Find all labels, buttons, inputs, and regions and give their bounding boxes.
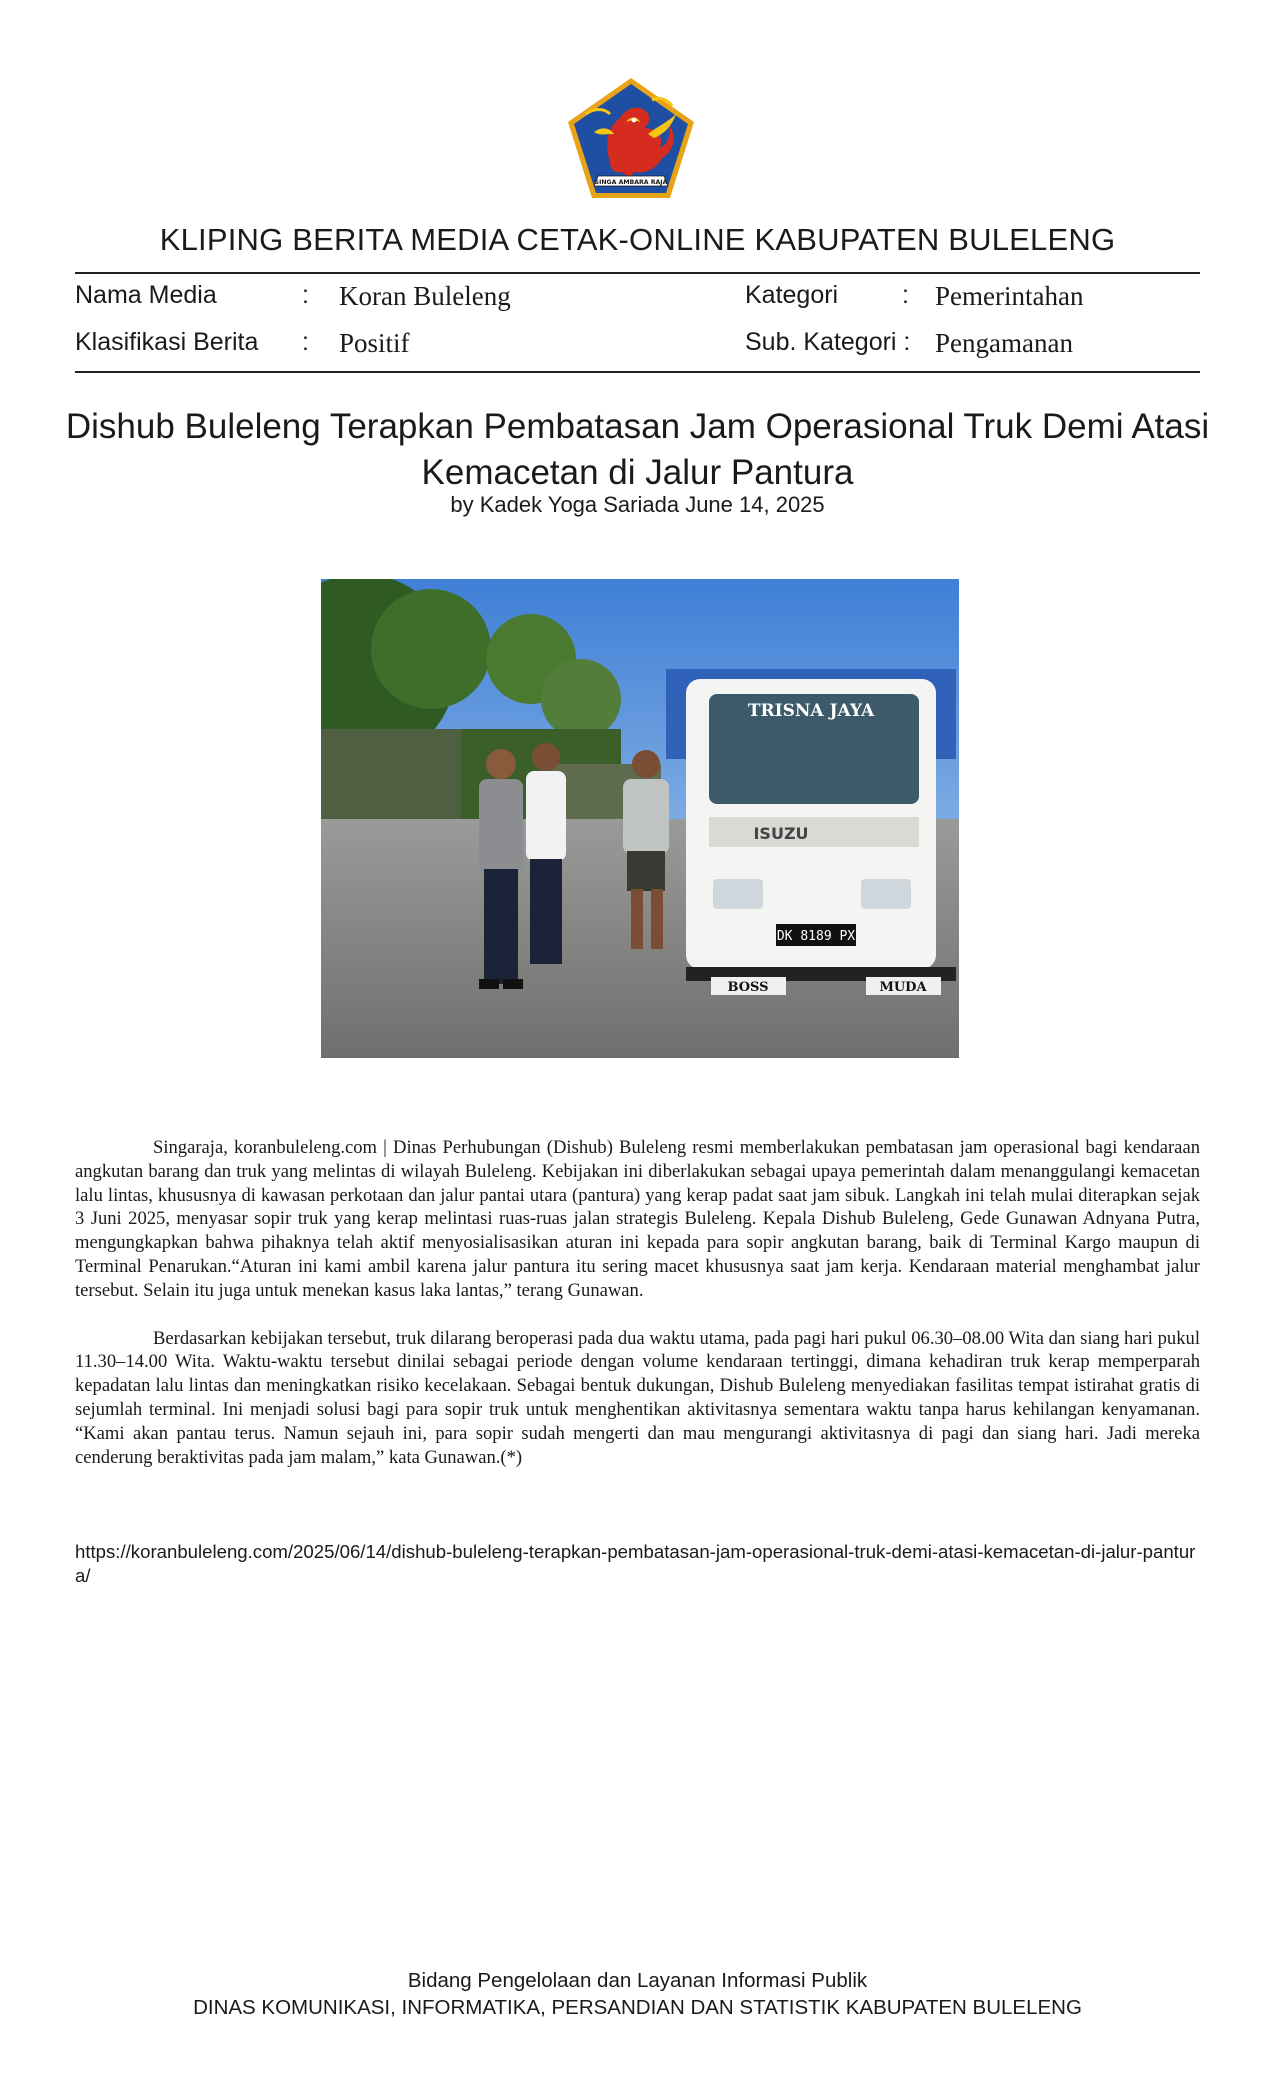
header-divider-top xyxy=(75,272,1200,274)
officer-left xyxy=(479,749,523,989)
truck-brand-text: ISUZU xyxy=(753,824,809,843)
category-label: Kategori xyxy=(745,281,839,309)
officer-middle xyxy=(526,743,566,964)
article-photo xyxy=(321,579,959,1058)
header-divider-bottom xyxy=(75,371,1200,373)
article-paragraph: Berdasarkan kebijakan tersebut, truk dilarang beroperasi pada dua waktu utama, pada pagi hari pukul 06.30–08.00 Wita dan siang hari pukul 11.30–14.00 Wita. Waktu-waktu tersebut dinilai sebagai periode dengan volume kendaraan tertinggi, dimana kehadiran truk kerap memperparah kepadatan lalu lintas dan meningkatkan risiko kecelakaan. Sebagai bentuk dukungan, Dishub Buleleng menyediakan fasilitas tempat istirahat gratis di sejumlah terminal. Ini menjadi solusi bagi para sopir truk untuk menghentikan aktivitasnya sementara waktu tanpa harus kehilangan kenyamanan. “Kami akan pantau terus. Namun sejauh ini, para sopir sudah mengerti dan mau mengurangi aktivitasnya di pagi dan siang hari. Jadi mereka cenderung beraktivitas pada jam malam,” kata Gunawan.(*) xyxy=(75,1327,1200,1468)
article-body xyxy=(75,1136,1200,1493)
media-name-colon: : xyxy=(302,281,309,309)
truck-sign-text: TRISNA JAYA xyxy=(747,701,875,721)
truck-plate-text: DK 8189 PX xyxy=(776,929,856,944)
source-url[interactable]: https://koranbuleleng.com/2025/06/14/dishub-buleleng-terapkan-pembatasan-jam-operasional-truk-demi-atasi-kemacetan-di-jalur-pantura/ xyxy=(75,1541,1196,1586)
mudflap-right-text: MUDA xyxy=(879,980,927,995)
footer-agency: DINAS KOMUNIKASI, INFORMATIKA, PERSANDIAN DAN STATISTIK KABUPATEN BULELENG xyxy=(193,1996,1082,2019)
media-name-label: Nama Media xyxy=(75,281,217,309)
article-paragraph: Singaraja, koranbuleleng.com | Dinas Perhubungan (Dishub) Buleleng resmi memberlakukan pembatasan jam operasional bagi kendaraan angkutan barang dan truk yang melintas di wilayah Buleleng. Kebijakan ini diberlakukan sebagai upaya pemerintah dalam menanggulangi kemacetan lalu lintas, khususnya di kawasan perkotaan dan jalur pantai utara (pantura) yang kerap padat saat jam sibuk. Langkah ini telah mulai diterapkan sejak 3 Juni 2025, menyasar sopir truk yang kerap melintasi ruas-ruas jalan strategis Buleleng. Kepala Dishub Buleleng, Gede Gunawan Adnyana Putra, mengungkapkan bahwa pihaknya telah aktif menyosialisasikan aturan ini kepada para sopir angkutan barang, baik di Terminal Kargo maupun di Terminal Penarukan.“Aturan ini kami ambil karena jalur pantura itu sering macet khususnya saat jam kerja. Kendaraan material menghambat jalur tersebut. Selain itu juga untuk menekan kasus laka lantas,” terang Gunawan. xyxy=(75,1137,1200,1301)
document-title: KLIPING BERITA MEDIA CETAK-ONLINE KABUPATEN BULELENG xyxy=(159,222,1116,257)
classification-value: Positif xyxy=(339,328,410,358)
classification-label: Klasifikasi Berita xyxy=(75,328,259,356)
media-name-value: Koran Buleleng xyxy=(339,281,511,311)
classification-colon: : xyxy=(302,328,309,356)
emblem-motto: SINGA AMBARA RAJA xyxy=(594,179,668,186)
subcategory-label: Sub. Kategori : xyxy=(745,328,911,356)
category-colon: : xyxy=(902,281,909,309)
footer-department: Bidang Pengelolaan dan Layanan Informasi Publik xyxy=(407,1969,868,1992)
article-byline: by Kadek Yoga Sariada June 14, 2025 xyxy=(450,492,825,517)
article-headline: Dishub Buleleng Terapkan Pembatasan Jam Operasional Truk Demi Atasi Kemacetan di Jalur Pantura xyxy=(65,407,1210,492)
mudflap-left-text: BOSS xyxy=(727,980,769,995)
category-value: Pemerintahan xyxy=(935,281,1084,311)
subcategory-value: Pengamanan xyxy=(935,328,1073,358)
buleleng-regency-emblem xyxy=(564,74,698,202)
